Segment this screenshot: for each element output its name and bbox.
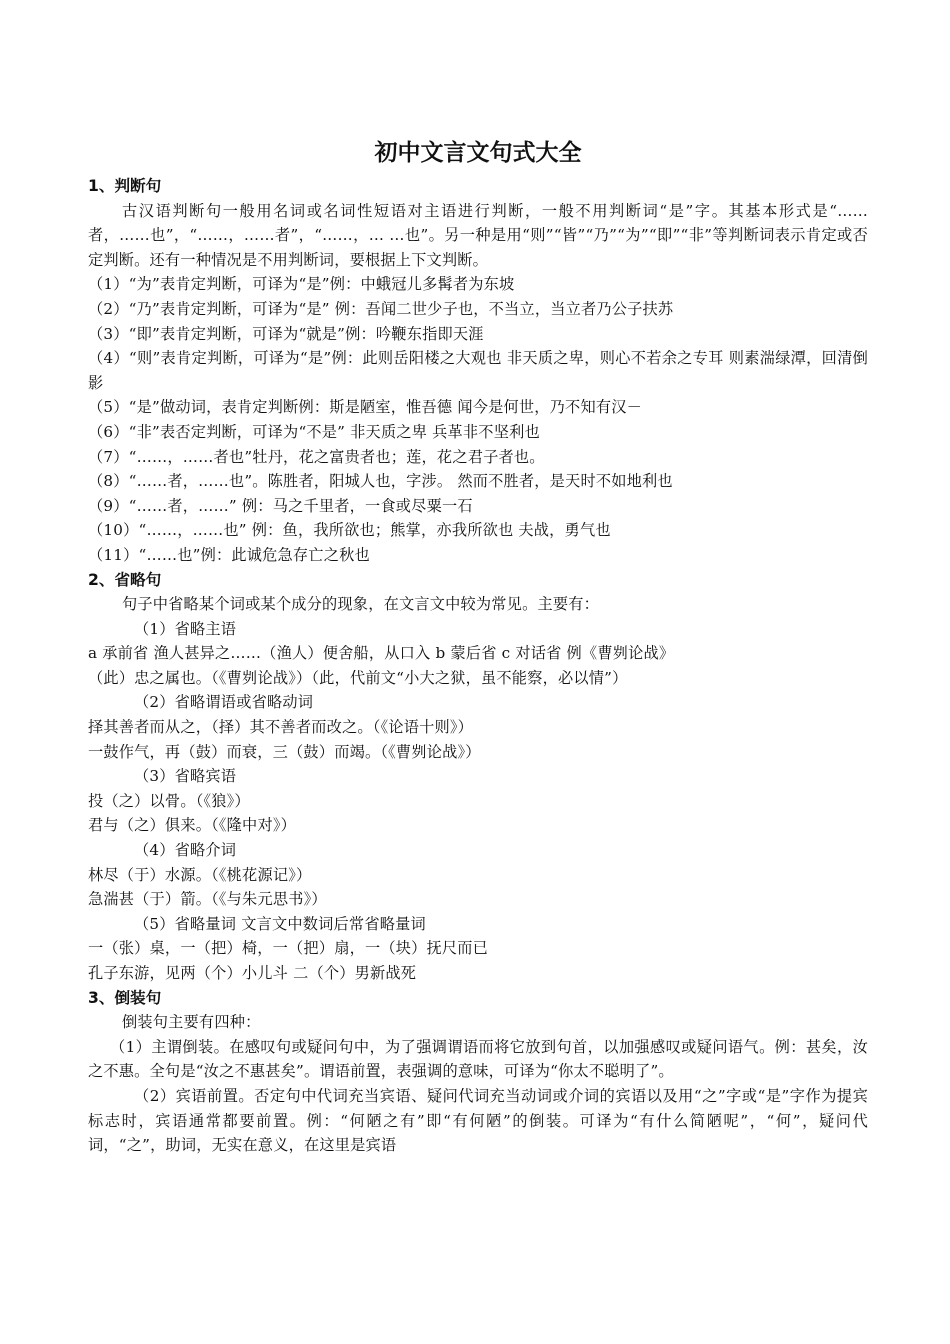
- list-item: （6）“非”表否定判断，可译为“不是” 非天质之卑 兵革非不坚利也: [88, 422, 540, 441]
- subheading: （4）省略介词: [134, 841, 237, 860]
- example-line: 一（张）桌，一（把）椅，一（把）扇，一（块）抚尺而已: [88, 939, 489, 958]
- page-title: 初中文言文句式大全: [374, 140, 582, 166]
- subheading: （3）省略宾语: [134, 767, 237, 786]
- section-heading-judgment: 1、判断句: [88, 177, 162, 195]
- list-item: （3）“即”表肯定判断，可译为“就是”例：吟鞭东指即天涯: [88, 324, 484, 343]
- example-line: 林尽（于）水源。（《桃花源记》）: [88, 865, 312, 884]
- example-line: （此）忠之属也。（《曹刿论战》）（此，代前文“小大之狱，虽不能察，必以情”）: [88, 668, 628, 687]
- subheading: （5）省略量词 文言文中数词后常省略量词: [134, 914, 426, 933]
- example-line: a 承前省 渔人甚异之……（渔人）便舍船，从口入 b 蒙后省 c 对话省 例《曹刿论战》: [88, 644, 675, 663]
- example-line: 择其善者而从之，（择）其不善者而改之。（《论语十则》）: [88, 718, 474, 737]
- list-item: （11）“……也”例：此诚危急存亡之秋也: [88, 545, 370, 564]
- example-line: 投（之）以骨。（《狼》）: [88, 791, 250, 810]
- example-line: 急湍甚（于）箭。（《与朱元思书》）: [88, 890, 327, 909]
- list-item: （5）“是”做动词，表肯定判断例：斯是陋室，惟吾德 闻今是何世，乃不知有汉－: [88, 398, 642, 417]
- paragraph: （2）宾语前置。否定句中代词充当宾语、疑问代词充当动词或介词的宾语以及用“之”字或“是”字作为提宾标志时，宾语通常都要前置。例：“何陋之有”即“有何陋”的倒装。可译为“有什么简陋呢”，“何”，疑问代词，“之”，助词，无实在意义，在这里是宾语: [88, 1086, 868, 1155]
- section-intro: 倒装句主要有四种：: [122, 1013, 261, 1032]
- list-item: （8）“……者，……也”。陈胜者，阳城人也，字涉。 然而不胜者，是天时不如地利也: [88, 472, 673, 491]
- document-body: [88, 138, 868, 1158]
- section-intro: 古汉语判断句一般用名词或名词性短语对主语进行判断，一般不用判断词“是”字。其基本形式是“……者，……也”，“……，……者”，“……，… …也”。另一种是用“则”“皆”“乃”“为”“即”“非”等判断词表示肯定或否定判断。还有一种情况是不用判断词，要根据上下文判断。: [88, 201, 868, 269]
- section-heading-inversion: 3、倒装句: [88, 988, 162, 1007]
- list-item: （10）“……，……也” 例：鱼，我所欲也；熊掌，亦我所欲也 夫战，勇气也: [88, 521, 611, 540]
- example-line: 君与（之）俱来。（《隆中对》）: [88, 816, 297, 835]
- subheading: （1）省略主语: [134, 619, 237, 638]
- example-line: 孔子东游，见两（个）小儿斗 二（个）男新战死: [88, 964, 417, 982]
- paragraph: （1）主谓倒装。在感叹句或疑问句中，为了强调谓语而将它放到句首，以加强感叹或疑问语气。例：甚矣，汝之不惠。全句是“汝之不惠甚矣”。谓语前置，表强调的意味，可译为“你太不聪明了”。: [88, 1037, 868, 1081]
- section-intro: 句子中省略某个词或某个成分的现象，在文言文中较为常见。主要有：: [122, 595, 600, 614]
- list-item: （9）“……者，……” 例：马之千里者，一食或尽粟一石: [88, 496, 473, 515]
- list-item: （4）“则”表肯定判断，可译为“是”例：此则岳阳楼之大观也 非天质之卑，则心不若余之专耳 则素湍绿潭，回清倒影: [88, 349, 868, 392]
- list-item: （2）“乃”表肯定判断，可译为“是” 例：吾闻二世少子也，不当立，当立者乃公子扶苏: [88, 299, 674, 318]
- example-line: 一鼓作气，再（鼓）而衰，三（鼓）而竭。（《曹刿论战》）: [88, 742, 481, 761]
- subheading: （2）省略谓语或省略动词: [134, 693, 314, 712]
- list-item: （7）“……，……者也”牡丹，花之富贵者也；莲，花之君子者也。: [88, 447, 545, 466]
- list-item: （1）“为”表肯定判断，可译为“是”例：中蛾冠儿多髯者为东坡: [88, 275, 515, 294]
- section-heading-omission: 2、省略句: [88, 570, 162, 589]
